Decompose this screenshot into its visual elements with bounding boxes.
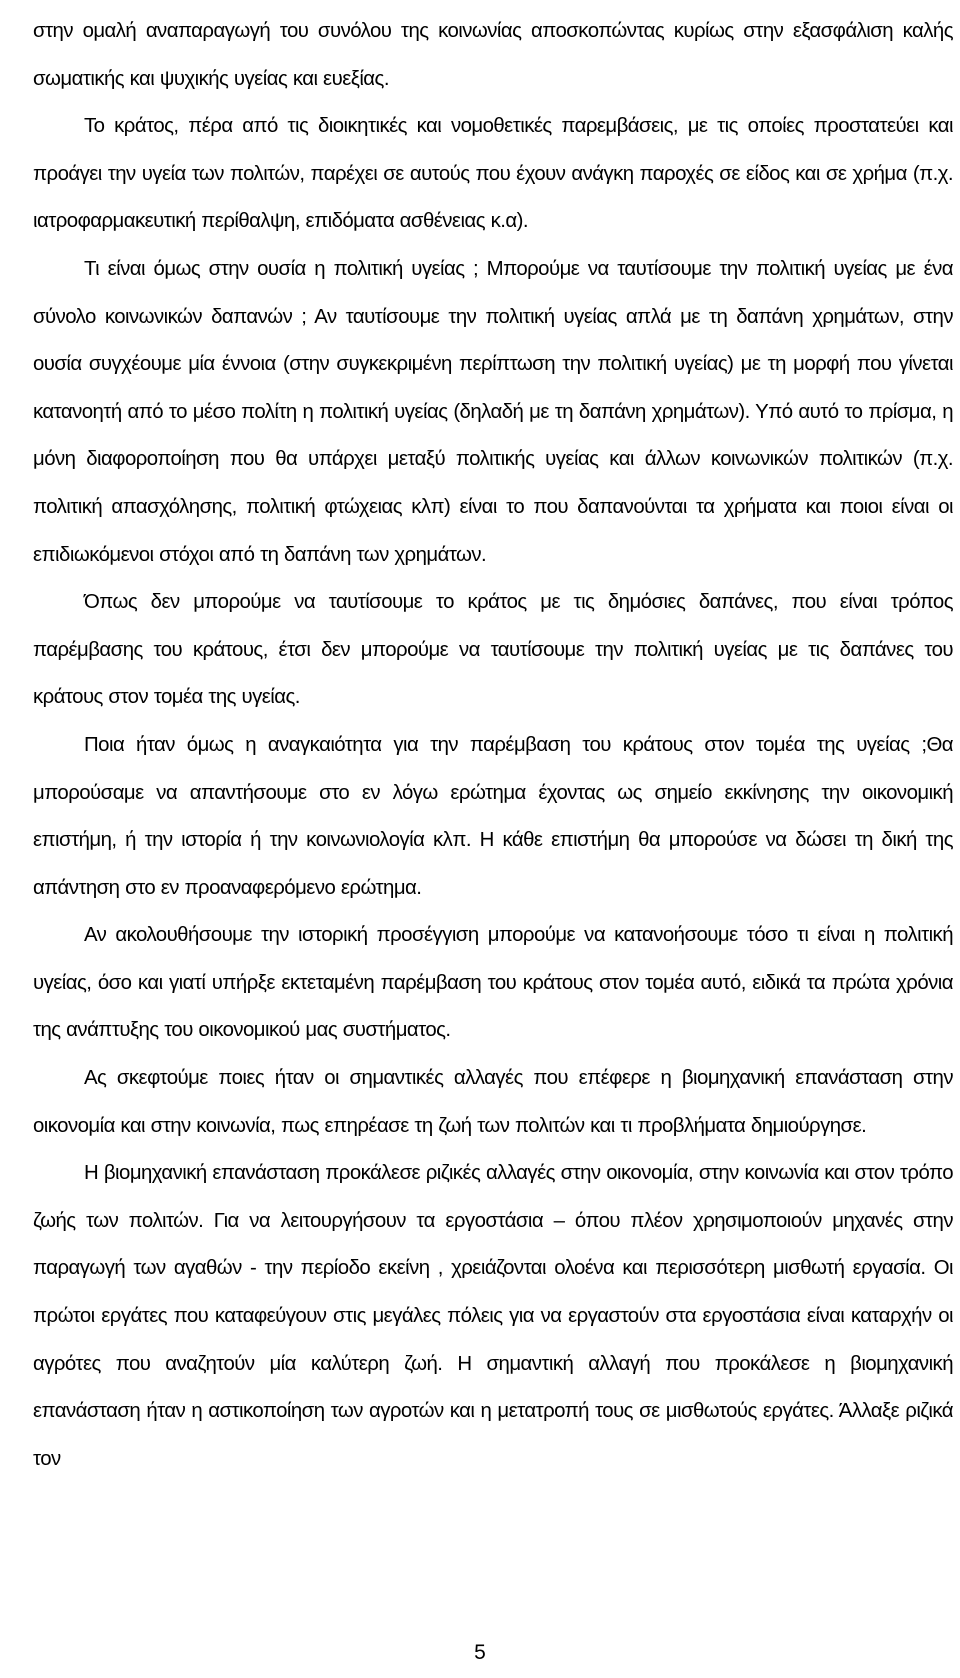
paragraph-3: Τι είναι όμως στην ουσία η πολιτική υγείας ; Μπορούμε να ταυτίσουμε την πολιτική υγείας με ένα σύνολο κοινωνικών δαπανών ; Αν ταυτίσουμε την πολιτική υγείας απλά με τη δαπάνη χρημάτων, στην ουσία συγχέουμε μία έννοια (στην συγκεκριμένη περίπτωση την πολιτική υγείας) με τη μορφή που γίνεται κατανοητή από το μέσο πολίτη η πολιτική υγείας (δηλαδή με τη δαπάνη χρημάτων). Υπό αυτό το πρίσμα, η μόνη διαφοροποίηση που θα υπάρχει μεταξύ πολιτικής υγείας και άλλων κοινωνικών πολιτικών (π.χ. πολιτική απασχόλησης, πολιτική φτώχειας κλπ) είναι το που δαπανούνται τα χρήματα και ποιοι είναι οι επιδιωκόμενοι στόχοι από τη δαπάνη των χρημάτων. — [33, 257, 953, 566]
paragraph-6: Αν ακολουθήσουμε την ιστορική προσέγγιση μπορούμε να κατανοήσουμε τόσο τι είναι η πολιτική υγείας, όσο και γιατί υπήρξε εκτεταμένη παρέμβαση του κράτους στον τομέα αυτό, ειδικά τα πρώτα χρόνια της ανάπτυξης του οικονομικού μας συστήματος. — [33, 924, 953, 1042]
paragraph-7: Ας σκεφτούμε ποιες ήταν οι σημαντικές αλλαγές που επέφερε η βιομηχανική επανάσταση στην οικονομία και στην κοινωνία, πως επηρέασε τη ζωή των πολιτών και τι προβλήματα δημιούργησε. — [33, 1067, 953, 1137]
document-page — [33, 8, 953, 1483]
paragraph-5: Ποια ήταν όμως η αναγκαιότητα για την παρέμβαση του κράτους στον τομέα της υγείας ;Θα μπορούσαμε να απαντήσουμε στο εν λόγω ερώτημα έχοντας ως σημείο εκκίνησης την οικονομική επιστήμη, ή την ιστορία ή την κοινωνιολογία κλπ. Η κάθε επιστήμη θα μπορούσε να δώσει τη δική της απάντηση στο εν προαναφερόμενο ερώτημα. — [33, 733, 953, 899]
paragraph-8: Η βιομηχανική επανάσταση προκάλεσε ριζικές αλλαγές στην οικονομία, στην κοινωνία και στον τρόπο ζωής των πολιτών. Για να λειτουργήσουν τα εργοστάσια – όπου πλέον χρησιμοποιούν μηχανές στην παραγωγή των αγαθών - την περίοδο εκείνη , χρειάζονται ολοένα και περισσότερη μισθωτή εργασία. Οι πρώτοι εργάτες που καταφεύγουν στις μεγάλες πόλεις για να εργαστούν στα εργοστάσια είναι καταρχήν οι αγρότες που αναζητούν μία καλύτερη ζωή. Η σημαντική αλλαγή που προκάλεσε η βιομηχανική επανάσταση ήταν η αστικοποίηση των αγροτών και η μετατροπή τους σε μισθωτούς εργάτες. Άλλαξε ριζικά τον — [33, 1162, 953, 1470]
page-number: 5 — [474, 1641, 486, 1664]
paragraph-4: Όπως δεν μπορούμε να ταυτίσουμε το κράτος με τις δημόσιες δαπάνες, που είναι τρόπος παρέμβασης του κράτους, έτσι δεν μπορούμε να ταυτίσουμε την πολιτική υγείας με τις δαπάνες του κράτους στον τομέα της υγείας. — [33, 591, 953, 709]
paragraph-2: Το κράτος, πέρα από τις διοικητικές και νομοθετικές παρεμβάσεις, με τις οποίες προστατεύει και προάγει την υγεία των πολιτών, παρέχει σε αυτούς που έχουν ανάγκη παροχές σε είδος και σε χρήμα (π.χ. ιατροφαρμακευτική περίθαλψη, επιδόματα ασθένειας κ.α). — [33, 115, 953, 233]
paragraph-1: στην ομαλή αναπαραγωγή του συνόλου της κοινωνίας αποσκοπώντας κυρίως στην εξασφάλιση καλής σωματικής και ψυχικής υγείας και ευεξίας. — [33, 20, 953, 90]
